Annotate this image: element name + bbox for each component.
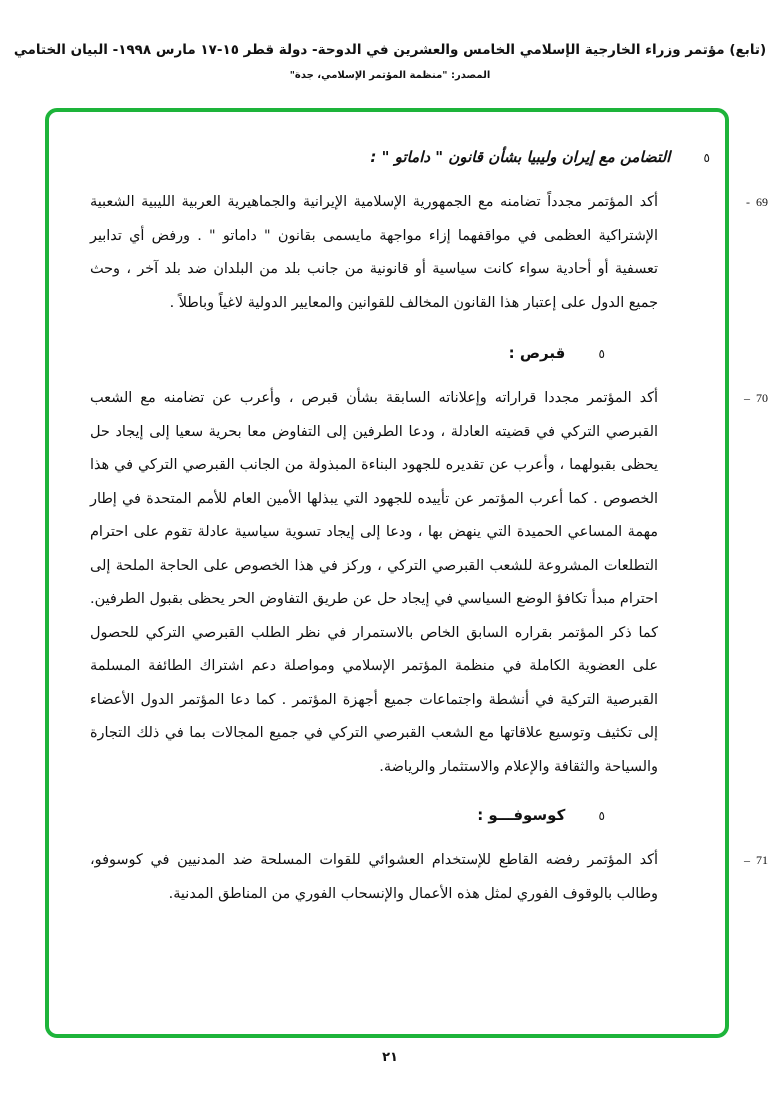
section-heading-kosovo (90, 798, 605, 832)
paragraph-number: - 69 (746, 195, 768, 209)
section-heading-text: قبرص : (508, 344, 566, 362)
section-heading-iran-libya (90, 140, 710, 174)
paragraph-text: أكد المؤتمر مجدداً تضامنه مع الجمهورية الإسلامية الإيرانية والجماهيرية العربية الليبية الشعبية الإشتراكية العظمى في مواقفهما إزاء مواجهة مايسمى بقانون " داماتو " . ورفض أي تدابير تعسفية أو أحادية سواء كانت سياسية أو قانونية من جانب بلد من البلدان ضد بلد آخر ، وحث جميع الدول على إعتبار هذا القانون المخالف للقوانين والمعايير الدولية لاغياً وباطلاً . (90, 194, 658, 311)
paragraph-70 (90, 382, 768, 784)
paragraph-71 (90, 844, 768, 911)
document-body (90, 140, 768, 911)
bullet-icon: ٥ (598, 809, 605, 823)
section-heading-text: التضامن مع إيران وليبيا بشأن قانون " داماتو " : (370, 148, 671, 166)
section-heading-cyprus (90, 336, 605, 370)
paragraph-text: أكد المؤتمر رفضه القاطع للإستخدام العشوائي للقوات المسلحة ضد المدنيين في كوسوفو، وطالب بالوقوف الفوري لمثل هذه الأعمال والإنسحاب الفوري من المناطق المدنية. (90, 852, 658, 902)
document-source: المصدر: "منظمة المؤتمر الإسلامي، جدة" (289, 70, 491, 81)
paragraph-69 (90, 186, 768, 320)
section-heading-text: كوسوفـــو : (477, 806, 566, 824)
paragraph-number: – 70 (744, 391, 768, 405)
bullet-icon: ٥ (598, 347, 605, 361)
paragraph-text: أكد المؤتمر مجددا قراراته وإعلاناته السابقة بشأن قبرص ، وأعرب عن تضامنه مع الشعب القبرصي التركي في قضيته العادلة ، ودعا الطرفين إلى التفاوض معا بحرية سعيا إلى إيجاد حل يحظى بقبولهما ، وأعرب عن تقديره للجهود البناءة المبذولة من الجانب القبرصي التركي في هذا الخصوص . كما أعرب المؤتمر عن تأييده للجهود التي يبذلها الأمين العام للأمم المتحدة في إطار مهمة المساعي الحميدة التي ينهض بها ، ودعا إلى إيجاد تسوية سياسية عادلة تقوم على احترام التطلعات المشروعة للشعب القبرصي التركي ، وركز في هذا الخصوص على الحاجة الملحة إلى احترام مبدأ تكافؤ الوضع السياسي في إيجاد حل عن طريق التفاوض الحر يحظى بقبول الطرفين. كما ذكر المؤتمر بقراره السابق الخاص بالاستمرار في نظر الطلب القبرصي التركي للحصول على العضوية الكاملة في منظمة المؤتمر الإسلامي ومواصلة دعم اشتراك الطائفة المسلمة القبرصية التركية في أنشطة واجتماعات جميع أجهزة المؤتمر . كما دعا المؤتمر الدول الأعضاء إلى تكثيف وتوسيع علاقاتها مع الشعب القبرصي التركي في جميع المجالات بما في ذلك التجارة والسياحة والثقافة والإعلام والاستثمار والرياضة. (90, 390, 658, 775)
page-number: ٢١ (382, 1050, 398, 1065)
page-header (0, 40, 780, 83)
bullet-icon: ٥ (703, 151, 710, 165)
paragraph-number: – 71 (744, 853, 768, 867)
document-title: (تابع) مؤتمر وزراء الخارجية الإسلامي الخامس والعشرين في الدوحة- دولة قطر ١٥-١٧ مارس ١٩٩٨- البيان الختامي (13, 42, 767, 58)
